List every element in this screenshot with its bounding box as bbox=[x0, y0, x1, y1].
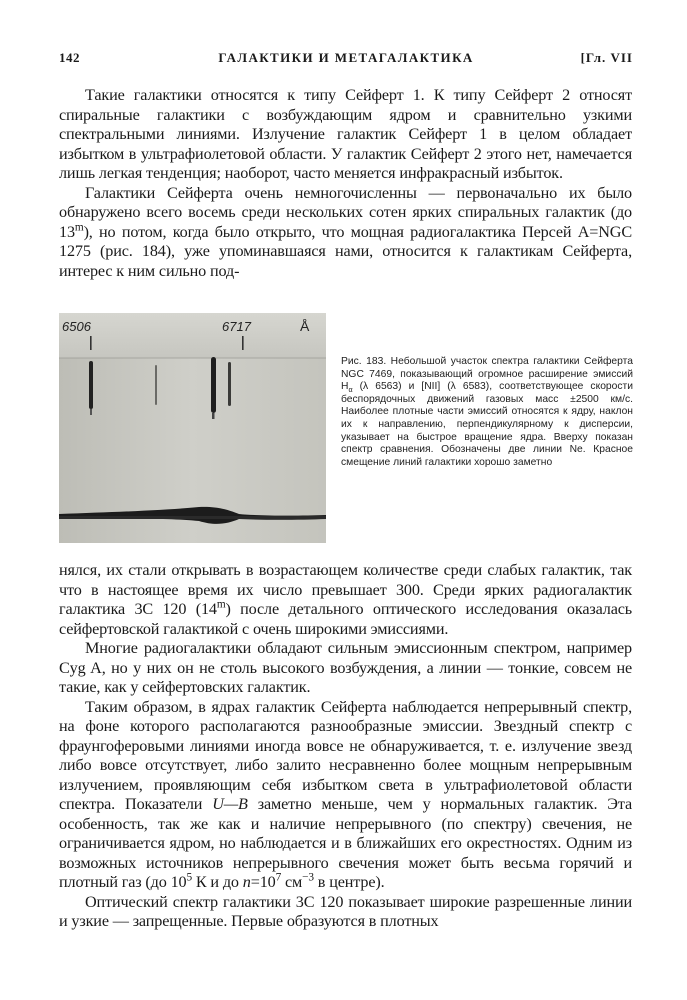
figure-caption: Рис. 183. Небольшой участок спектра галактики Сейферта NGC 7469, показывающий огромное расширение эмиссий $H_\alpha$ (λ 6563) и [NII] (λ 6583), соответствующее скорости беспорядочных движений газовых масс ±2500 км/с. Наиболее плотные части эмиссий относятся к ядру, наклон их к направлению, перпендикулярному к дисперсии, указывает на быстрое вращение ядра. Вверху показан спектр сравнения. Обозначены две линии Ne. Красное смещение линий галактики хорошо заметно bbox=[341, 356, 633, 468]
wavelength-label-right: 6717 bbox=[222, 319, 251, 334]
text-block-top bbox=[59, 86, 632, 281]
paragraph-seyfert-types: Такие галактики относятся к типу Сейферт 1. К типу Сейферт 2 относят спиральные галактики с возбуждающим ядром и сравнительно узкими спектральными линиями. Излучение галактик Сейферт 1 в целом обладает избытком в ультрафиолетовой области. У галактик Сейферт 2 этого нет, намечается лишь легкая тенденция; наоборот, часто меняется инфракрасный избыток. bbox=[59, 86, 632, 182]
figure-labels bbox=[59, 313, 326, 543]
running-title: ГАЛАКТИКИ И МЕТАГАЛАКТИКА bbox=[218, 50, 474, 65]
text-block-bottom bbox=[59, 561, 632, 932]
spectrum-figure bbox=[59, 313, 326, 543]
page-header bbox=[59, 50, 633, 70]
paragraph-radiogalaxies: Многие радиогалактики обладают сильным эмиссионным спектром, например Cyg A, но у них он не столь высокого возбуждения, а линии — тонкие, совсем не такие, как у сейфертовских галактик. bbox=[59, 639, 632, 696]
angstrom-unit-label: Å bbox=[300, 318, 310, 334]
paragraph-continuum: Таким образом, в ядрах галактик Сейферта наблюдается непрерывный спектр, на фоне которого располагаются разнообразные эмиссии. Звездный спектр с фраунгоферовыми линиями иногда вовсе не обнаруживается, т. е. излучение звезд либо вовсе отсутствует, либо залито несравненно более мощным непрерывным излучением, проявляющим себя избытком света в ультрафиолетовой области спектра. Показатели U—B заметно меньше, чем у нормальных галактик. Эта особенность, так же как и наличие непрерывного (по спектру) свечения, не ограничивается ядром, но наблюдается и в ближайших его окрестностях. Одним из возможных источников непрерывного свечения может быть весьма горячий и плотный газ (до $10^5$ К и до $n=10^7$ $см^{-3}$ в центре). bbox=[59, 697, 632, 891]
chapter-label: [Гл. VII bbox=[580, 50, 633, 65]
paragraph-optical-spectrum: Оптический спектр галактики 3С 120 показывает широкие разрешенные линии и узкие — запрещенные. Первые образуются в плотных bbox=[59, 892, 632, 930]
paragraph-seyfert-count: Галактики Сейферта очень немногочисленны — первоначально их было обнаружено всего восемь среди нескольких сотен ярких спиральных галактик (до 13$^m$), но потом, когда было открыто, что мощная радиогалактика Персей A=NGC 1275 (рис. 184), уже упоминавшаяся нами, относится к галактикам Сейферта, интерес к ним сильно под- bbox=[59, 183, 632, 280]
page-number: 142 bbox=[59, 50, 80, 65]
wavelength-label-left: 6506 bbox=[62, 319, 91, 334]
paragraph-3c120: нялся, их стали открывать в возрастающем количестве среди слабых галактик, так что в настоящее время их число превышает 300. Среди ярких радиогалактик галактика 3С 120 (14$^m$) после детального оптического исследования оказалась сейфертовской галактикой с очень широкими эмиссиями. bbox=[59, 561, 633, 638]
